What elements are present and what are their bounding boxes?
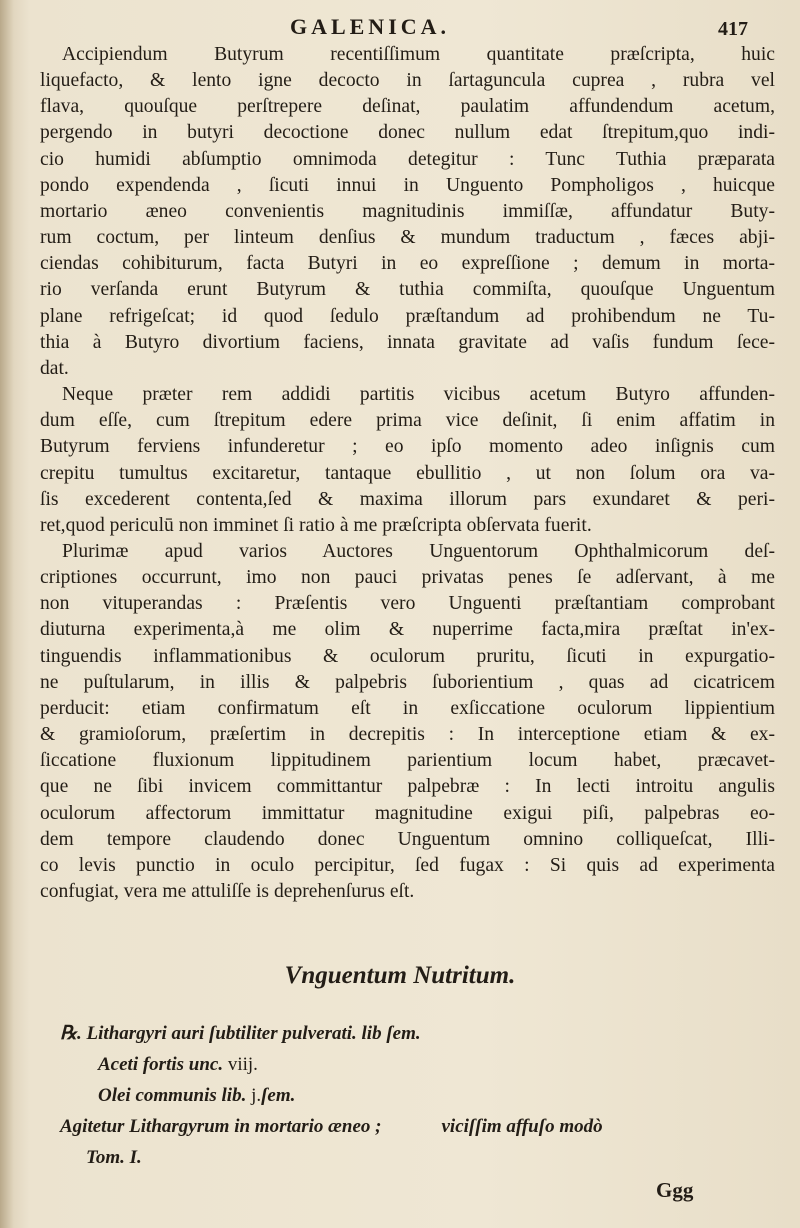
recipe-quantity-end: ſem. [261,1085,296,1106]
text-line: rio verſanda erunt Butyrum & tuthia commiſta, quouſque Unguentum [40,279,775,301]
page-spine-shadow [0,0,14,1228]
text-line: co levis punctio in oculo percipitur, ſed fugax : Si quis ad experimenta [40,854,775,876]
text-line: ret,quod periculū non imminet ſi ratio à me præſcripta obſervata fuerit. [40,514,592,536]
paragraph-1 [40,42,775,382]
recipe-ingredient: Aceti fortis unc. [98,1054,224,1075]
text-line: thia à Butyro divortium faciens, innata gravitate ad vaſis fundum ſece- [40,331,775,353]
text-line: pondo expendenda , ſicuti innui in Unguento Pompholigos , huicque [40,174,775,196]
text-line: confugiat, vera me attuliſſe is deprehenſurus eſt. [40,881,415,902]
text-line: oculorum affectorum immittatur magnitudine exigui piſi, palpebras eo- [40,802,775,824]
text-line: ciendas cohibiturum, facta Butyri in eo expreſſione ; demum in morta- [40,253,775,275]
text-line: cio humidi abſumptio omnimoda detegitur : Tunc Tuthia præparata [40,148,775,170]
paragraph-2 [40,382,775,539]
text-line: ſis excederent contenta,ſed & maxima illorum pars exundaret & peri- [40,488,775,510]
text-line: plane refrigeſcat; id quod ſedulo præſtandum ad prohibendum ne Tu- [40,305,775,327]
recipe-quantity: j. [251,1085,262,1106]
catchword: Ggg [656,1178,694,1202]
recipe [60,1018,780,1173]
text-line: rum coctum, per linteum denſius & mundum traductum , fæces abji- [40,227,775,249]
text-line: ne puſtularum, in illis & palpebris ſuborientium , quas ad cicatricem [40,671,775,693]
text-line: Neque præter rem addidi partitis vicibus acetum Butyro affunden- [62,384,775,406]
text-line: ſiccatione fluxionum lippitudinem parientium locum habet, præcavet- [40,750,775,772]
text-line: que ne ſibi invicem committantur palpebræ : In lecti introitu angulis [40,776,775,798]
text-line: non vituperandas : Præſentis vero Unguenti præſtantiam comprobant [40,593,775,615]
text-line: dem tempore claudendo donec Unguentum omnino colliqueſcat, Illi- [40,828,775,850]
text-line: liquefacto, & lento igne decocto in ſartaguncula cuprea , rubra vel [40,70,775,92]
text-line: Accipiendum Butyrum recentiſſimum quantitate præſcripta, huic [62,44,775,65]
recipe-line-3 [60,1080,780,1111]
text-line: Butyrum ferviens infunderetur ; eo ipſo momento adeo inſignis cum [40,436,775,458]
recipe-instruction: Agitetur Lithargyrum in mortario æneo ; [60,1116,382,1137]
recipe-line-2 [60,1049,780,1080]
recipe-instruction-end: viciſſim affuſo modò [441,1116,603,1137]
text-line: diuturna experimenta,à me olim & nuperrime facta,mira præſtat in'ex- [40,619,775,641]
text-line: perducit: etiam confirmatum eſt in exſiccatione oculorum lippientium [40,697,775,719]
text-line: mortario æneo convenientis magnitudinis immiſſæ, affundatur Buty- [40,200,775,222]
text-line: tinguendis inflammationibus & oculorum pruritu, ſicuti in expurgatio- [40,645,775,667]
text-line: Plurimæ apud varios Auctores Unguentorum Ophthalmicorum deſ- [62,540,775,562]
recipe-ingredient: Olei communis lib. [98,1085,247,1106]
text-line: & gramioſorum, præſertim in decrepitis : In interceptione etiam & ex- [40,724,775,746]
text-line: dum eſſe, cum ſtrepitum edere prima vice deſinit, ſi enim affatim in [40,410,775,432]
text-line: criptiones occurrunt, imo non pauci privatas penes ſe adſervant, à me [40,567,775,589]
text-line: flava, quouſque perſtrepere deſinat, paulatim affundendum acetum, [40,96,775,118]
page-number: 417 [718,18,748,40]
recipe-line-4 [60,1111,780,1142]
recipe-heading: Vnguentum Nutritum. [284,962,516,989]
text-line: pergendo in butyri decoctione donec nullum edat ſtrepitum,quo indi- [40,122,775,144]
text-line: dat. [40,357,69,379]
recipe-line-5: Tom. I. [86,1147,142,1168]
recipe-line-1: ℞. Lithargyri auri ſubtiliter pulverati. lib ſem. [60,1023,421,1044]
recipe-quantity: viij. [227,1054,258,1075]
paragraph-3 [40,539,775,905]
text-line: crepitu tumultus excitaretur, tantaque ebullitio , ut non ſolum ora va- [40,462,775,484]
header-title: GALENICA. [289,14,451,39]
body-text [40,42,775,905]
